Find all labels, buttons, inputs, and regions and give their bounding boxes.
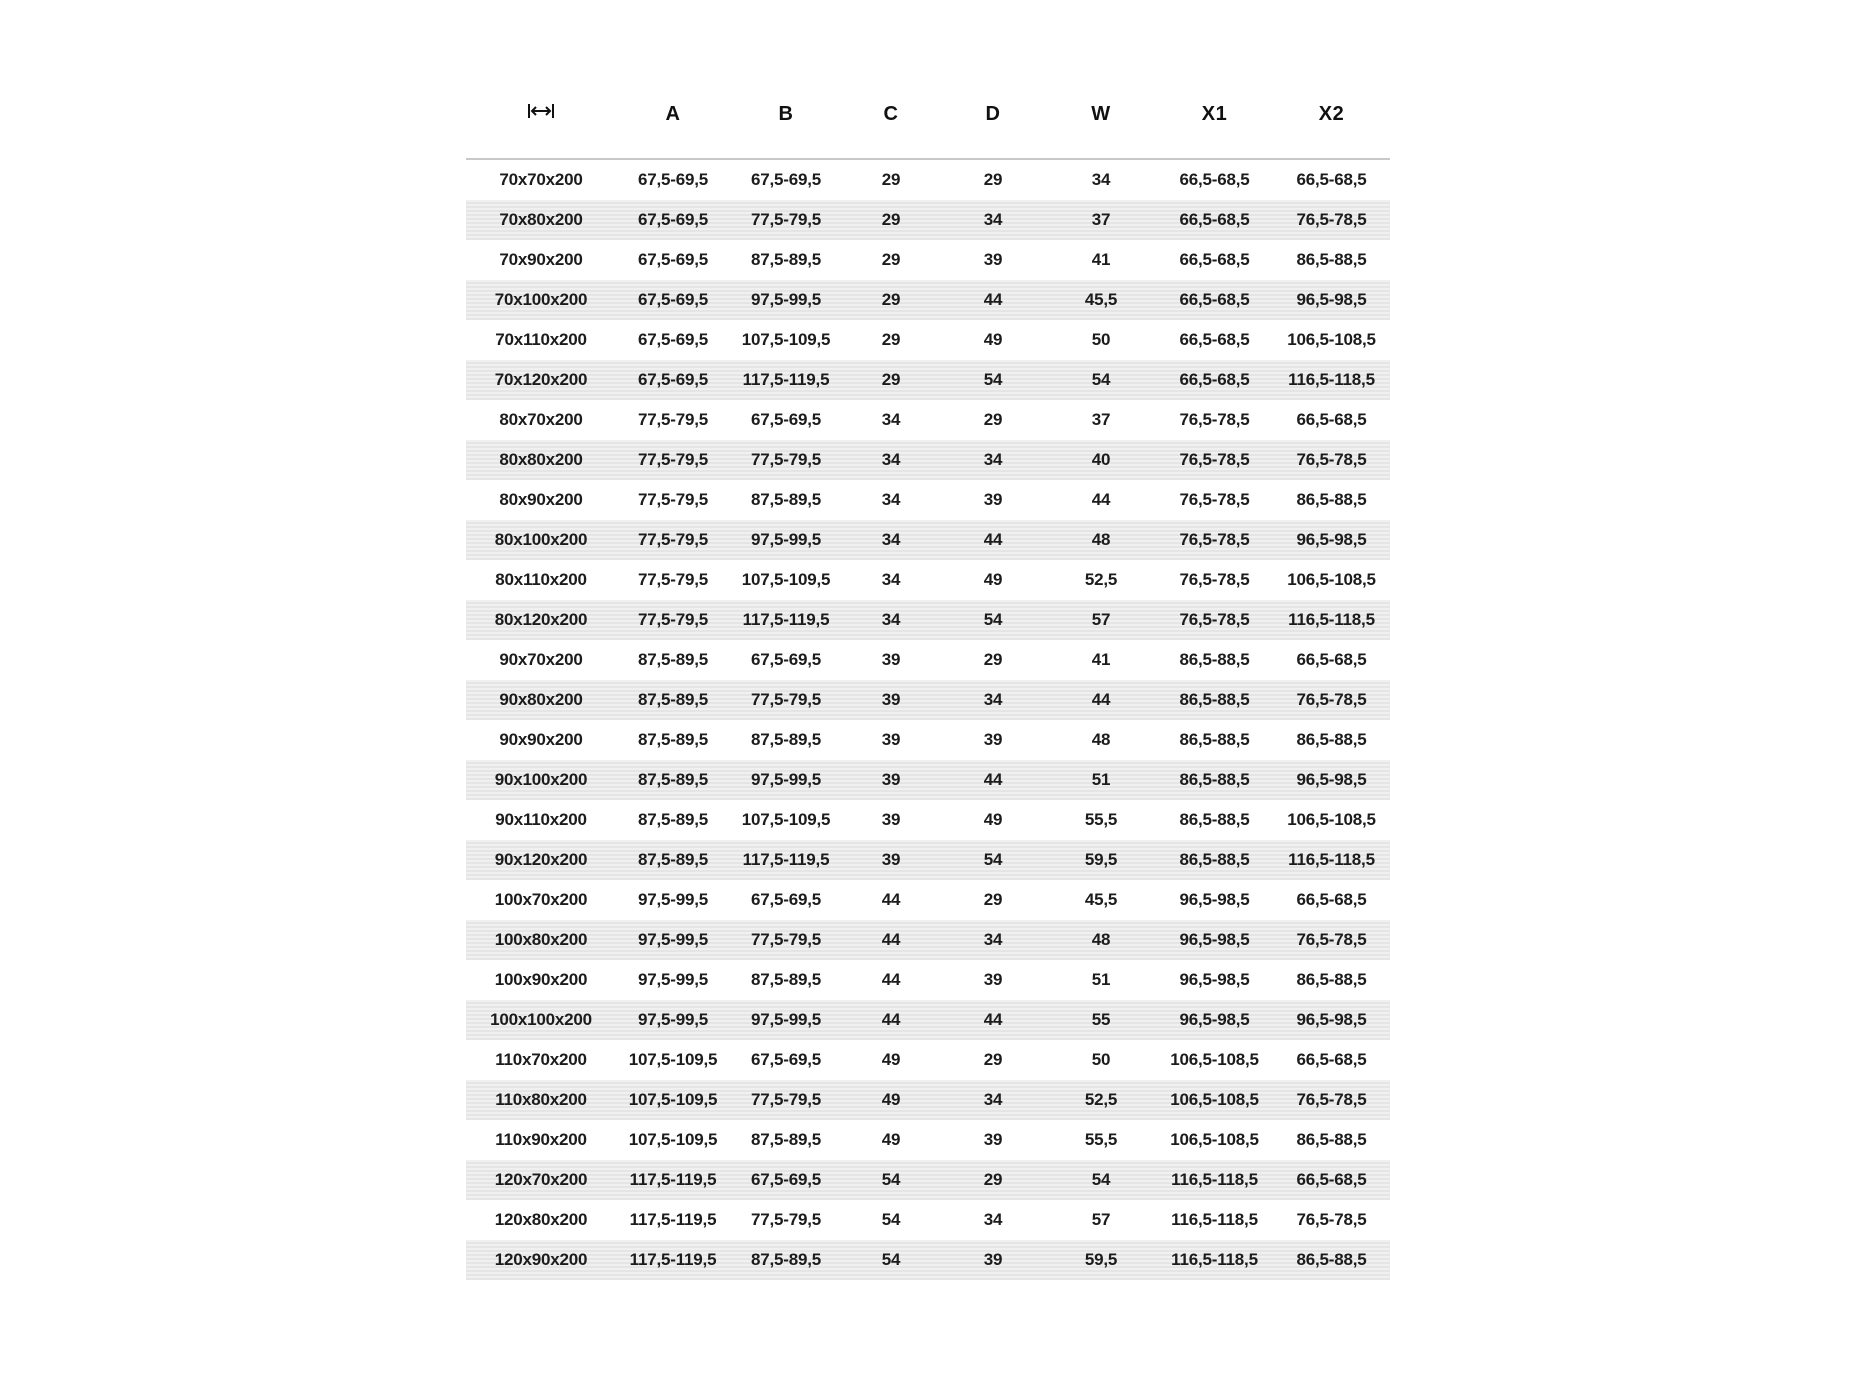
value-cell: 34 xyxy=(881,490,901,509)
table-row xyxy=(466,440,1390,480)
value-cell: 117,5-119,5 xyxy=(616,1160,730,1200)
value-cell: 48 xyxy=(1046,520,1156,560)
size-cell: 70x70x200 xyxy=(499,170,583,189)
value-cell: 49 xyxy=(983,810,1003,829)
size-cell: 100x90x200 xyxy=(494,970,588,989)
column-header-b: B xyxy=(730,70,842,159)
table-row xyxy=(466,1080,1390,1120)
value-cell: 44 xyxy=(940,1000,1046,1040)
size-cell: 110x70x200 xyxy=(495,1050,587,1069)
value-cell: 97,5-99,5 xyxy=(730,1000,842,1040)
value-cell: 66,5-68,5 xyxy=(1156,200,1273,240)
value-cell: 67,5-69,5 xyxy=(750,410,822,429)
size-cell: 120x90x200 xyxy=(466,1240,616,1280)
value-cell: 87,5-89,5 xyxy=(750,970,822,989)
size-cell: 80x120x200 xyxy=(466,600,616,640)
value-cell: 45,5 xyxy=(1084,890,1118,909)
size-chart-table xyxy=(466,70,1390,1280)
value-cell: 66,5-68,5 xyxy=(1179,170,1250,189)
size-cell: 90x120x200 xyxy=(466,840,616,880)
width-measure-icon xyxy=(526,102,556,126)
table-row xyxy=(466,200,1390,240)
value-cell: 29 xyxy=(983,170,1003,189)
table-row xyxy=(466,1120,1390,1160)
value-cell: 106,5-108,5 xyxy=(1170,1050,1259,1069)
value-cell: 77,5-79,5 xyxy=(637,410,709,429)
value-cell: 45,5 xyxy=(1046,280,1156,320)
value-cell: 67,5-69,5 xyxy=(750,1050,822,1069)
value-cell: 66,5-68,5 xyxy=(1156,360,1273,400)
table-row xyxy=(466,720,1390,760)
value-cell: 66,5-68,5 xyxy=(1179,330,1250,349)
value-cell: 77,5-79,5 xyxy=(730,1080,842,1120)
value-cell: 66,5-68,5 xyxy=(1179,250,1250,269)
column-header-a: A xyxy=(616,70,730,159)
value-cell: 106,5-108,5 xyxy=(1156,1080,1273,1120)
value-cell: 76,5-78,5 xyxy=(1273,200,1390,240)
value-cell: 67,5-69,5 xyxy=(750,890,822,909)
value-cell: 39 xyxy=(983,970,1003,989)
value-cell: 87,5-89,5 xyxy=(750,250,822,269)
value-cell: 39 xyxy=(842,840,940,880)
value-cell: 96,5-98,5 xyxy=(1273,280,1390,320)
size-cell: 90x100x200 xyxy=(466,760,616,800)
value-cell: 57 xyxy=(1046,600,1156,640)
value-cell: 86,5-88,5 xyxy=(1273,1240,1390,1280)
value-cell: 77,5-79,5 xyxy=(750,1210,822,1229)
value-cell: 34 xyxy=(842,520,940,560)
table-row xyxy=(466,640,1390,680)
table-row xyxy=(466,320,1390,360)
column-header-x2: X2 xyxy=(1273,70,1390,159)
size-column-header xyxy=(466,70,616,159)
value-cell: 34 xyxy=(1091,170,1111,189)
value-cell: 97,5-99,5 xyxy=(730,280,842,320)
value-cell: 77,5-79,5 xyxy=(616,440,730,480)
value-cell: 67,5-69,5 xyxy=(637,170,709,189)
table-row xyxy=(466,159,1390,200)
value-cell: 57 xyxy=(1091,1210,1111,1229)
value-cell: 87,5-89,5 xyxy=(750,730,822,749)
value-cell: 87,5-89,5 xyxy=(637,650,709,669)
value-cell: 87,5-89,5 xyxy=(730,1240,842,1280)
value-cell: 76,5-78,5 xyxy=(1156,520,1273,560)
value-cell: 117,5-119,5 xyxy=(616,1240,730,1280)
value-cell: 97,5-99,5 xyxy=(730,520,842,560)
value-cell: 34 xyxy=(881,570,901,589)
value-cell: 87,5-89,5 xyxy=(750,1130,822,1149)
value-cell: 116,5-118,5 xyxy=(1273,360,1390,400)
value-cell: 67,5-69,5 xyxy=(730,1160,842,1200)
value-cell: 87,5-89,5 xyxy=(637,730,709,749)
value-cell: 106,5-108,5 xyxy=(1287,570,1376,589)
value-cell: 77,5-79,5 xyxy=(616,600,730,640)
value-cell: 107,5-109,5 xyxy=(741,570,831,589)
size-cell: 120x80x200 xyxy=(494,1210,588,1229)
value-cell: 77,5-79,5 xyxy=(730,200,842,240)
value-cell: 86,5-88,5 xyxy=(1156,680,1273,720)
value-cell: 55 xyxy=(1046,1000,1156,1040)
value-cell: 86,5-88,5 xyxy=(1179,730,1250,749)
size-cell: 100x100x200 xyxy=(466,1000,616,1040)
value-cell: 29 xyxy=(842,280,940,320)
value-cell: 29 xyxy=(881,330,901,349)
value-cell: 39 xyxy=(881,730,901,749)
size-cell: 80x110x200 xyxy=(495,570,587,589)
value-cell: 76,5-78,5 xyxy=(1156,440,1273,480)
value-cell: 34 xyxy=(940,920,1046,960)
table-row xyxy=(466,1240,1390,1280)
table-row xyxy=(466,880,1390,920)
size-cell: 80x80x200 xyxy=(466,440,616,480)
size-cell: 80x90x200 xyxy=(499,490,583,509)
value-cell: 97,5-99,5 xyxy=(637,970,709,989)
value-cell: 40 xyxy=(1046,440,1156,480)
value-cell: 44 xyxy=(881,970,901,989)
value-cell: 49 xyxy=(881,1130,901,1149)
value-cell: 116,5-118,5 xyxy=(1156,1240,1273,1280)
value-cell: 86,5-88,5 xyxy=(1179,650,1250,669)
size-cell: 70x100x200 xyxy=(466,280,616,320)
size-cell: 80x100x200 xyxy=(466,520,616,560)
value-cell: 34 xyxy=(940,200,1046,240)
value-cell: 44 xyxy=(1046,680,1156,720)
value-cell: 107,5-109,5 xyxy=(741,330,831,349)
value-cell: 77,5-79,5 xyxy=(730,680,842,720)
value-cell: 76,5-78,5 xyxy=(1273,920,1390,960)
value-cell: 106,5-108,5 xyxy=(1287,330,1376,349)
size-cell: 80x70x200 xyxy=(499,410,583,429)
table-row xyxy=(466,800,1390,840)
value-cell: 107,5-109,5 xyxy=(628,1050,718,1069)
size-cell: 70x120x200 xyxy=(466,360,616,400)
table-header xyxy=(466,70,1390,159)
value-cell: 87,5-89,5 xyxy=(616,760,730,800)
value-cell: 107,5-109,5 xyxy=(616,1080,730,1120)
value-cell: 96,5-98,5 xyxy=(1273,1000,1390,1040)
value-cell: 97,5-99,5 xyxy=(616,1000,730,1040)
value-cell: 66,5-68,5 xyxy=(1296,1050,1367,1069)
value-cell: 86,5-88,5 xyxy=(1156,760,1273,800)
size-cell: 90x70x200 xyxy=(499,650,583,669)
table-row xyxy=(466,360,1390,400)
value-cell: 76,5-78,5 xyxy=(1179,410,1250,429)
value-cell: 97,5-99,5 xyxy=(730,760,842,800)
value-cell: 55,5 xyxy=(1084,1130,1118,1149)
value-cell: 44 xyxy=(940,280,1046,320)
table-row xyxy=(466,480,1390,520)
value-cell: 66,5-68,5 xyxy=(1296,170,1367,189)
value-cell: 66,5-68,5 xyxy=(1296,410,1367,429)
column-header-c: C xyxy=(842,70,940,159)
value-cell: 117,5-119,5 xyxy=(730,840,842,880)
table-row xyxy=(466,960,1390,1000)
value-cell: 87,5-89,5 xyxy=(616,680,730,720)
value-cell: 44 xyxy=(940,520,1046,560)
value-cell: 54 xyxy=(842,1160,940,1200)
size-cell: 100x70x200 xyxy=(494,890,588,909)
value-cell: 39 xyxy=(881,810,901,829)
value-cell: 96,5-98,5 xyxy=(1179,890,1250,909)
value-cell: 86,5-88,5 xyxy=(1156,840,1273,880)
value-cell: 66,5-68,5 xyxy=(1156,280,1273,320)
value-cell: 51 xyxy=(1091,970,1111,989)
value-cell: 96,5-98,5 xyxy=(1273,760,1390,800)
value-cell: 34 xyxy=(940,1080,1046,1120)
value-cell: 54 xyxy=(881,1210,901,1229)
value-cell: 96,5-98,5 xyxy=(1156,1000,1273,1040)
value-cell: 76,5-78,5 xyxy=(1273,680,1390,720)
value-cell: 39 xyxy=(842,760,940,800)
value-cell: 34 xyxy=(842,440,940,480)
value-cell: 39 xyxy=(983,490,1003,509)
value-cell: 116,5-118,5 xyxy=(1273,600,1390,640)
column-header-d: D xyxy=(940,70,1046,159)
value-cell: 44 xyxy=(1091,490,1111,509)
value-cell: 44 xyxy=(940,760,1046,800)
value-cell: 86,5-88,5 xyxy=(1296,1130,1367,1149)
value-cell: 29 xyxy=(983,650,1003,669)
value-cell: 76,5-78,5 xyxy=(1179,570,1250,589)
table-body xyxy=(466,159,1390,1280)
size-cell: 90x110x200 xyxy=(495,810,587,829)
size-cell: 70x110x200 xyxy=(495,330,587,349)
value-cell: 86,5-88,5 xyxy=(1296,250,1367,269)
size-cell: 90x90x200 xyxy=(499,730,583,749)
value-cell: 87,5-89,5 xyxy=(750,490,822,509)
value-cell: 50 xyxy=(1091,1050,1111,1069)
table-row xyxy=(466,1200,1390,1240)
value-cell: 51 xyxy=(1046,760,1156,800)
value-cell: 76,5-78,5 xyxy=(1179,490,1250,509)
value-cell: 107,5-109,5 xyxy=(628,1130,718,1149)
value-cell: 117,5-119,5 xyxy=(730,360,842,400)
value-cell: 67,5-69,5 xyxy=(637,250,709,269)
table-row xyxy=(466,1040,1390,1080)
value-cell: 77,5-79,5 xyxy=(637,490,709,509)
value-cell: 106,5-108,5 xyxy=(1287,810,1376,829)
value-cell: 86,5-88,5 xyxy=(1296,490,1367,509)
value-cell: 67,5-69,5 xyxy=(616,360,730,400)
value-cell: 97,5-99,5 xyxy=(637,890,709,909)
table-row xyxy=(466,240,1390,280)
value-cell: 77,5-79,5 xyxy=(730,440,842,480)
value-cell: 29 xyxy=(842,200,940,240)
value-cell: 86,5-88,5 xyxy=(1296,970,1367,989)
value-cell: 49 xyxy=(881,1050,901,1069)
value-cell: 67,5-69,5 xyxy=(616,280,730,320)
value-cell: 49 xyxy=(983,570,1003,589)
value-cell: 76,5-78,5 xyxy=(1156,600,1273,640)
value-cell: 29 xyxy=(881,250,901,269)
value-cell: 34 xyxy=(940,680,1046,720)
value-cell: 66,5-68,5 xyxy=(1273,1160,1390,1200)
value-cell: 54 xyxy=(940,360,1046,400)
size-cell: 110x90x200 xyxy=(495,1130,587,1149)
value-cell: 39 xyxy=(842,680,940,720)
value-cell: 54 xyxy=(940,840,1046,880)
value-cell: 39 xyxy=(983,1130,1003,1149)
value-cell: 34 xyxy=(940,440,1046,480)
value-cell: 54 xyxy=(940,600,1046,640)
table-row xyxy=(466,840,1390,880)
value-cell: 77,5-79,5 xyxy=(730,920,842,960)
value-cell: 117,5-119,5 xyxy=(730,600,842,640)
size-cell: 90x80x200 xyxy=(466,680,616,720)
value-cell: 34 xyxy=(881,410,901,429)
value-cell: 55,5 xyxy=(1084,810,1118,829)
table-row xyxy=(466,1000,1390,1040)
table-row xyxy=(466,680,1390,720)
size-cell: 100x80x200 xyxy=(466,920,616,960)
value-cell: 116,5-118,5 xyxy=(1171,1210,1258,1229)
value-cell: 86,5-88,5 xyxy=(1296,730,1367,749)
value-cell: 66,5-68,5 xyxy=(1296,890,1367,909)
table-row xyxy=(466,280,1390,320)
value-cell: 76,5-78,5 xyxy=(1273,440,1390,480)
value-cell: 49 xyxy=(983,330,1003,349)
value-cell: 96,5-98,5 xyxy=(1156,920,1273,960)
value-cell: 34 xyxy=(983,1210,1003,1229)
value-cell: 41 xyxy=(1091,250,1111,269)
value-cell: 54 xyxy=(1046,1160,1156,1200)
value-cell: 39 xyxy=(983,250,1003,269)
value-cell: 106,5-108,5 xyxy=(1170,1130,1259,1149)
value-cell: 44 xyxy=(881,890,901,909)
value-cell: 87,5-89,5 xyxy=(616,840,730,880)
value-cell: 96,5-98,5 xyxy=(1273,520,1390,560)
table-row xyxy=(466,920,1390,960)
value-cell: 44 xyxy=(842,920,940,960)
value-cell: 48 xyxy=(1091,730,1111,749)
value-cell: 49 xyxy=(842,1080,940,1120)
value-cell: 29 xyxy=(881,170,901,189)
size-cell: 70x80x200 xyxy=(466,200,616,240)
value-cell: 77,5-79,5 xyxy=(616,520,730,560)
value-cell: 59,5 xyxy=(1046,840,1156,880)
value-cell: 37 xyxy=(1091,410,1111,429)
value-cell: 44 xyxy=(842,1000,940,1040)
value-cell: 29 xyxy=(940,1160,1046,1200)
value-cell: 67,5-69,5 xyxy=(750,650,822,669)
value-cell: 54 xyxy=(1046,360,1156,400)
value-cell: 34 xyxy=(842,600,940,640)
value-cell: 50 xyxy=(1091,330,1111,349)
size-cell: 110x80x200 xyxy=(466,1080,616,1120)
value-cell: 97,5-99,5 xyxy=(616,920,730,960)
table-row xyxy=(466,600,1390,640)
value-cell: 76,5-78,5 xyxy=(1296,1210,1367,1229)
value-cell: 29 xyxy=(983,890,1003,909)
value-cell: 59,5 xyxy=(1046,1240,1156,1280)
value-cell: 39 xyxy=(983,730,1003,749)
column-header-w: W xyxy=(1046,70,1156,159)
value-cell: 39 xyxy=(881,650,901,669)
value-cell: 116,5-118,5 xyxy=(1156,1160,1273,1200)
value-cell: 52,5 xyxy=(1084,570,1118,589)
table-row xyxy=(466,560,1390,600)
value-cell: 107,5-109,5 xyxy=(741,810,831,829)
table-row xyxy=(466,520,1390,560)
size-cell: 120x70x200 xyxy=(466,1160,616,1200)
value-cell: 87,5-89,5 xyxy=(637,810,709,829)
table-row xyxy=(466,1160,1390,1200)
value-cell: 41 xyxy=(1091,650,1111,669)
value-cell: 48 xyxy=(1046,920,1156,960)
value-cell: 116,5-118,5 xyxy=(1273,840,1390,880)
table-row xyxy=(466,400,1390,440)
value-cell: 29 xyxy=(842,360,940,400)
column-header-x1: X1 xyxy=(1156,70,1273,159)
value-cell: 66,5-68,5 xyxy=(1296,650,1367,669)
value-cell: 117,5-119,5 xyxy=(629,1210,717,1229)
value-cell: 86,5-88,5 xyxy=(1179,810,1250,829)
value-cell: 52,5 xyxy=(1046,1080,1156,1120)
value-cell: 96,5-98,5 xyxy=(1179,970,1250,989)
table-row xyxy=(466,760,1390,800)
value-cell: 37 xyxy=(1046,200,1156,240)
value-cell: 67,5-69,5 xyxy=(616,200,730,240)
value-cell: 77,5-79,5 xyxy=(637,570,709,589)
value-cell: 29 xyxy=(983,410,1003,429)
value-cell: 67,5-69,5 xyxy=(637,330,709,349)
value-cell: 67,5-69,5 xyxy=(750,170,822,189)
value-cell: 76,5-78,5 xyxy=(1273,1080,1390,1120)
header-row xyxy=(466,70,1390,159)
value-cell: 29 xyxy=(983,1050,1003,1069)
size-cell: 70x90x200 xyxy=(499,250,583,269)
value-cell: 39 xyxy=(940,1240,1046,1280)
value-cell: 54 xyxy=(842,1240,940,1280)
